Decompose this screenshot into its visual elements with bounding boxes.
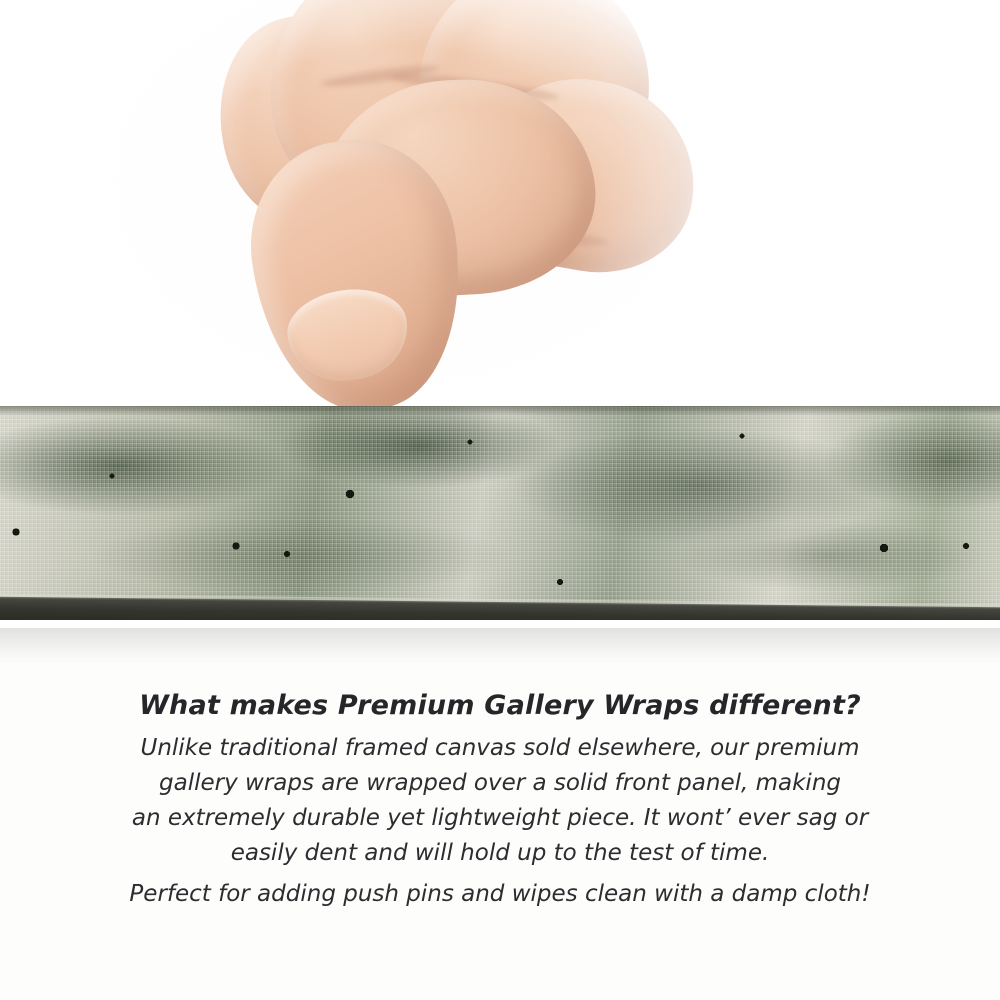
canvas-wrap-edge <box>0 406 1000 620</box>
caption-line: gallery wraps are wrapped over a solid front panel, making <box>159 769 841 796</box>
caption-block <box>0 690 1000 912</box>
caption-line: an extremely durable yet lightweight piece. It wont’ ever sag or <box>131 804 869 831</box>
hand-illustration <box>120 0 680 430</box>
caption-line: Perfect for adding push pins and wipes clean with a damp cloth! <box>129 880 871 907</box>
caption-line: Unlike traditional framed canvas sold elsewhere, our premium <box>140 735 860 761</box>
caption-body <box>0 731 1000 912</box>
canvas-weave-texture <box>0 406 1000 620</box>
canvas-drop-shadow <box>0 628 1000 664</box>
caption-heading: What makes Premium Gallery Wraps different? <box>139 690 861 721</box>
caption-line: easily dent and will hold up to the test of time. <box>230 839 770 866</box>
canvas-top-shadow <box>0 406 1000 416</box>
